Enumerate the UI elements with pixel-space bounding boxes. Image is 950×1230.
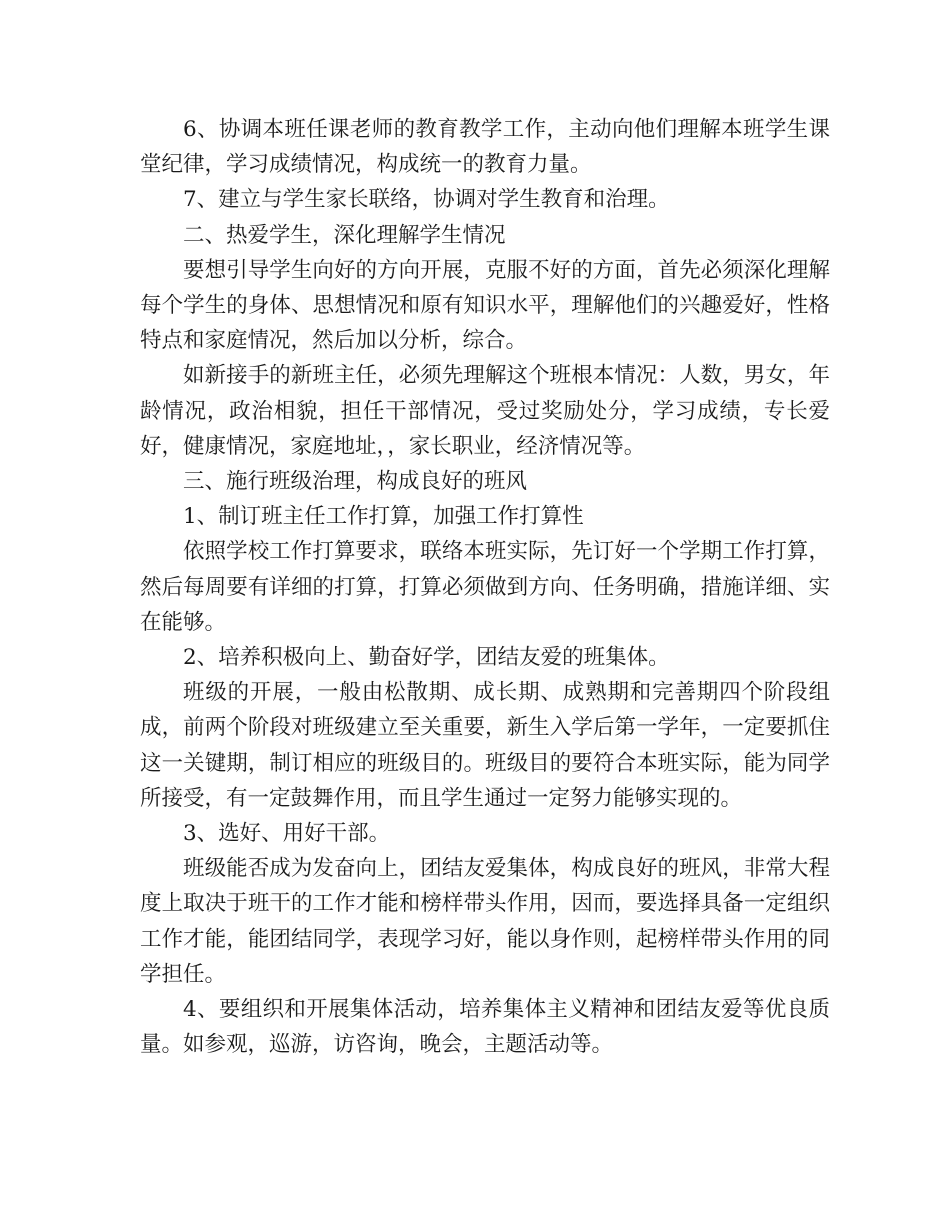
section-heading-2: 二、热爱学生，深化理解学生情况: [183, 222, 506, 248]
paragraph-item-6: 6、协调本班任课老师的教育教学工作，主动向他们理解本班学生课堂纪律，学习成绩情况，构成统一的教育力量。: [140, 117, 830, 178]
paragraph-class-cadres: 班级能否成为发奋向上，团结友爱集体，构成良好的班风，非常大程度上取决于班干的工作才能和榜样带头作用，因而，要选择具备一定组织工作才能，能团结同学，表现学习好，能以身作则，起榜样带头作用的同学担任。: [140, 856, 830, 987]
paragraph-new-head-teacher: 如新接手的新班主任，必须先理解这个班根本情况：人数，男女，年龄情况，政治相貌，担任干部情况，受过奖励处分，学习成绩，专长爱好，健康情况，家庭地址，，家长职业，经济情况等。: [140, 363, 830, 459]
section-heading-3: 三、施行班级治理，构成良好的班风: [183, 469, 528, 495]
document-body: [140, 112, 830, 1062]
subheading-2: 2、培养积极向上、勤奋好学，团结友爱的班集体。: [183, 645, 670, 671]
paragraph-class-development: 班级的开展，一般由松散期、成长期、成熟期和完善期四个阶段组成，前两个阶段对班级建立至关重要，新生入学后第一学年，一定要抓住这一关键期，制订相应的班级目的。班级目的要符合本班实际，能为同学所接受，有一定鼓舞作用，而且学生通过一定努力能够实现的。: [140, 680, 830, 811]
paragraph-work-plan: 依照学校工作打算要求，联络本班实际，先订好一个学期工作打算，然后每周要有详细的打算，打算必须做到方向、任务明确，措施详细、实在能够。: [140, 539, 830, 635]
subheading-3: 3、选好、用好干部。: [183, 821, 391, 847]
subheading-1: 1、制订班主任工作打算，加强工作打算性: [183, 504, 584, 530]
paragraph-item-7: 7、建立与学生家长联络，协调对学生教育和治理。: [183, 187, 670, 213]
paragraph-item-4: 4、要组织和开展集体活动，培养集体主义精神和团结友爱等优良质量。如参观，巡游，访咨询，晚会，主题活动等。: [140, 997, 830, 1058]
paragraph-understand-students: 要想引导学生向好的方向开展，克服不好的方面，首先必须深化理解每个学生的身体、思想情况和原有知识水平，理解他们的兴趣爱好，性格特点和家庭情况，然后加以分析，综合。: [140, 257, 830, 354]
